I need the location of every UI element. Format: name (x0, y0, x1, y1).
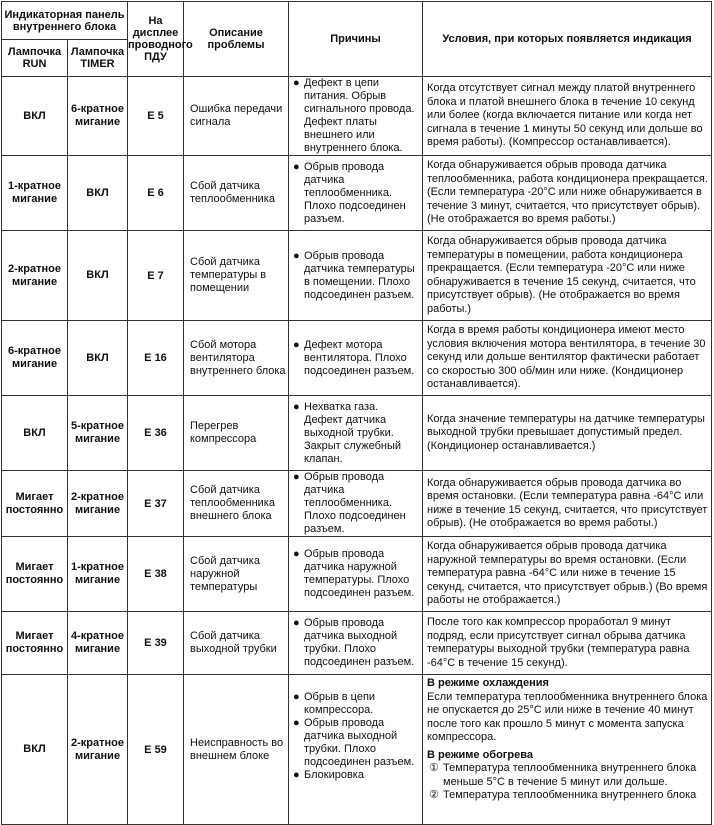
cause-item: ● Обрыв провода датчика выходной трубки. Плохо подсоединен разъем. (293, 617, 415, 668)
cause-item: ● Дефект в цепи питания. Обрыв сигнального провода. Дефект платы внешнего или внутреннего блока. (293, 77, 415, 154)
run-indicator: Мигает постоянно (2, 471, 68, 537)
causes-cell (289, 612, 423, 675)
header-run-lamp: Лампочка RUN (2, 40, 68, 77)
cooling-mode-text: Если температура теплообменника внутреннего блока не опускается до 25°C или ниже в течение 40 минут после того как прошло 5 минут с момента запуска компрессора. (427, 690, 708, 743)
problem-description: Сбой датчика теплообменника (184, 156, 289, 231)
causes-cell (289, 321, 423, 396)
error-code: E 38 (128, 537, 184, 612)
condition-text: Когда значение температуры на датчике температуры выходной трубки превышает допустимый предел. (Кондиционер останавливается.) (423, 396, 712, 471)
run-indicator: ВКЛ (2, 396, 68, 471)
condition-text: Когда отсутствует сигнал между платой внутреннего блока и платой внешнего блока в течение 10 секунд или более (когда включается питание или когда нет сигнала в течение 1 минуты 50 секунд или дольше во время работы). (Компрессор останавливается). (423, 77, 712, 156)
timer-indicator: ВКЛ (68, 231, 128, 321)
cause-item: ● Обрыв провода датчика наружной температуры. Плохо подсоединен разъем. (293, 548, 415, 599)
causes-cell (289, 471, 423, 537)
cause-item: ● Дефект мотора вентилятора. Плохо подсоединен разъем. (293, 338, 415, 377)
run-indicator: 1-кратное мигание (2, 156, 68, 231)
timer-indicator: 6-кратное мигание (68, 77, 128, 156)
error-code: E 5 (128, 77, 184, 156)
run-indicator: Мигает постоянно (2, 612, 68, 675)
run-indicator: 2-кратное мигание (2, 231, 68, 321)
condition-text: Когда обнаруживается обрыв провода датчика наружной температуры во время остановки. (Если температура равна -64°C или ниже в течение 15 секунд, считается, что присутствует обрыв.) (Во время работы не отображается.) (423, 537, 712, 612)
table-row (2, 537, 712, 612)
error-code: E 37 (128, 471, 184, 537)
error-code: E 7 (128, 231, 184, 321)
timer-indicator: 5-кратное мигание (68, 396, 128, 471)
condition-text: После того как компрессор проработал 9 минут подряд, если присутствует сигнал обрыва датчика температуры выходной трубки (температура равна -64°C в течение 15 секунд). (423, 612, 712, 675)
table-row (2, 321, 712, 396)
causes-cell (289, 77, 423, 156)
heating-item: ② Температура теплообменника внутреннего блока (429, 789, 697, 801)
cause-item: ● Блокировка (293, 769, 364, 781)
problem-description: Сбой датчика теплообменника внешнего блока (184, 471, 289, 537)
timer-indicator: 4-кратное мигание (68, 612, 128, 675)
cause-item: ● Нехватка газа. Дефект датчика выходной трубки. Закрыт служебный клапан. (293, 400, 402, 465)
header-problem: Описание проблемы (184, 2, 289, 77)
timer-indicator: 2-кратное мигание (68, 675, 128, 825)
condition-text: Когда обнаруживается обрыв провода датчика во время остановки. (Если температура равна -64°C или ниже в течение 15 секунд, считается, что присутствует обрыв). (Не отображается во время работы.) (423, 471, 712, 537)
error-indication-table (1, 1, 712, 825)
condition-cell (423, 675, 712, 825)
table-row (2, 77, 712, 156)
problem-description: Неисправность во внешнем блоке (184, 675, 289, 825)
timer-indicator: 2-кратное мигание (68, 471, 128, 537)
cause-item: ● Обрыв в цепи компрессора. (293, 691, 376, 716)
header-conditions: Условия, при которых появляется индикация (423, 2, 712, 77)
heating-mode-title: В режиме обогрева (427, 748, 533, 761)
table-row (2, 471, 712, 537)
header-causes: Причины (289, 2, 423, 77)
error-code: E 16 (128, 321, 184, 396)
cause-item: ● Обрыв провода датчика теплообменника. Плохо подсоединен разъем. (293, 471, 406, 535)
causes-cell (289, 231, 423, 321)
condition-text: Когда обнаруживается обрыв провода датчика температуры в помещении, работа кондиционера прекращается. (Если температура -20°C или ниже обнаруживается в течение 15 секунд, считается, что присутствует обрыв). (Не отображается во время работы.) (423, 231, 712, 321)
timer-indicator: 1-кратное мигание (68, 537, 128, 612)
problem-description: Сбой датчика температуры в помещении (184, 231, 289, 321)
cause-item: ● Обрыв провода датчика выходной трубки. Плохо подсоединен разъем. (293, 717, 415, 768)
problem-description: Ошибка передачи сигнала (184, 77, 289, 156)
causes-cell (289, 156, 423, 231)
header-remote-display: На дисплее проводного ПДУ (128, 2, 184, 77)
condition-text: Когда в время работы кондиционера имеют место условия включения мотора вентилятора, в течение 30 секунд или дольше вентилятор фактически работает со скоростью 300 об/мин или ниже. (Кондиционер останавливается). (423, 321, 712, 396)
problem-description: Перегрев компрессора (184, 396, 289, 471)
header-indicator-panel: Индикаторная панель внутреннего блока (2, 2, 128, 40)
condition-text: Когда обнаруживается обрыв провода датчика теплообменника, работа кондиционера прекращается. (Если температура -20°C или ниже обнаруживается в течение 3 минут, считается, что присутствует обрыв). (Не отображается во время работы.) (423, 156, 712, 231)
problem-description: Сбой датчика наружной температуры (184, 537, 289, 612)
table-row (2, 675, 712, 825)
run-indicator: ВКЛ (2, 675, 68, 825)
heating-item: ① Температура теплообменника внутреннего блока меньше 5°C в течение 5 минут или дольше. (429, 762, 697, 788)
run-indicator: 6-кратное мигание (2, 321, 68, 396)
cause-item: ● Обрыв провода датчика температуры в помещении. Плохо подсоединен разъем. (293, 249, 415, 301)
error-code: E 36 (128, 396, 184, 471)
cooling-mode-title: В режиме охлаждения (427, 677, 549, 689)
error-code: E 39 (128, 612, 184, 675)
causes-cell (289, 396, 423, 471)
error-code: E 6 (128, 156, 184, 231)
error-code: E 59 (128, 675, 184, 825)
timer-indicator: ВКЛ (68, 156, 128, 231)
problem-description: Сбой датчика выходной трубки (184, 612, 289, 675)
timer-indicator: ВКЛ (68, 321, 128, 396)
causes-cell (289, 675, 423, 825)
run-indicator: Мигает постоянно (2, 537, 68, 612)
table-row (2, 156, 712, 231)
run-indicator: ВКЛ (2, 77, 68, 156)
causes-cell (289, 537, 423, 612)
header-timer-lamp: Лампочка TIMER (68, 40, 128, 77)
table-row (2, 612, 712, 675)
table-row (2, 396, 712, 471)
cause-item: ● Обрыв провода датчика теплообменника. Плохо подсоединен разъем. (293, 160, 406, 225)
table-row (2, 231, 712, 321)
problem-description: Сбой мотора вентилятора внутреннего блока (184, 321, 289, 396)
